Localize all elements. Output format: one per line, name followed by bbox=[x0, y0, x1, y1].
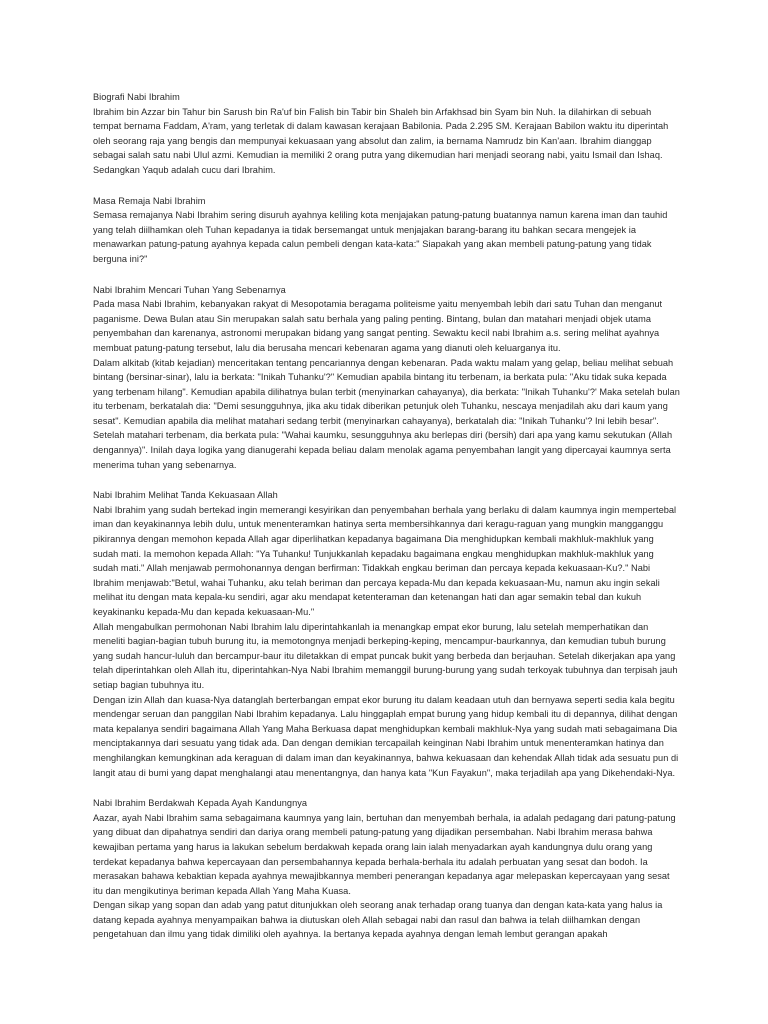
document-page bbox=[93, 90, 681, 958]
section-title: Nabi Ibrahim Melihat Tanda Kekuasaan Allah bbox=[93, 490, 278, 501]
section-title: Nabi Ibrahim Mencari Tuhan Yang Sebenarnya bbox=[93, 284, 286, 295]
paragraph: Dengan izin Allah dan kuasa-Nya datanglah berterbangan empat ekor burung itu dalam keadaan utuh dan bernyawa seperti sedia kala begitu mendengar seruan dan panggilan Nabi Ibrahim kepadanya. Lalu hinggaplah empat burung yang hidup kembali itu di depannya, dilihat dengan mata kepalanya sendiri bagaimana Allah Yang Maha Berkuasa dapat menghidupkan kembali makhluk-Nya yang sudah mati sebagaimana Dia menciptakannya dari sesuatu yang tidak ada. Dan dengan demikian tercapailah keinginan Nabi Ibrahim untuk menenteramkan hatinya dan menghilangkan kemungkinan ada keraguan di dalam iman dan keyakinannya, bahwa kekuasaan dan kehendak Allah tidak ada sesuatu pun di langit atau di bumi yang dapat menghalangi atau menentangnya, dan hanya kata "Kun Fayakun", maka terjadilah apa yang Dikehendaki-Nya. bbox=[93, 694, 679, 778]
section-masa-remaja bbox=[93, 194, 681, 267]
paragraph: Pada masa Nabi Ibrahim, kebanyakan rakyat di Mesopotamia beragama politeisme yaitu menyembah lebih dari satu Tuhan dan menganut paganisme. Dewa Bulan atau Sin merupakan salah satu berhala yang paling penting. Bintang, bulan dan matahari menjadi objek utama penyembahan dan karenanya, astronomi merupakan bidang yang sangat penting. Sewaktu kecil nabi Ibrahim a.s. sering melihat ayahnya membuat patung-patung tersebut, lalu dia berusaha mencari kebenaran agama yang dianuti oleh keluarganya itu. bbox=[93, 299, 663, 353]
section-berdakwah bbox=[93, 796, 681, 942]
section-tanda-kekuasaan bbox=[93, 488, 681, 780]
paragraph: Semasa remajanya Nabi Ibrahim sering disuruh ayahnya keliling kota menjajakan patung-patung buatannya namun karena iman dan tauhid yang telah diilhamkan oleh Tuhan kepadanya ia tidak bersemangat untuk menjajakan barang-barang itu bahkan secara mengejek ia menawarkan patung-patung ayahnya kepada calun pembeli dengan kata-kata:" Siapakah yang akan membeli patung-patung yang tidak berguna ini?" bbox=[93, 210, 668, 264]
paragraph: Nabi Ibrahim yang sudah bertekad ingin memerangi kesyirikan dan penyembahan berhala yang berlaku di dalam kaumnya ingin mempertebal iman dan keyakinannya lebih dulu, untuk menenteramkan hatinya serta membersihkannya dari keragu-raguan yang mungkin mangganggu pikirannya dengan memohon kepada Allah agar diperlihatkan kepadanya bagaimana Dia menghidupkan kembali makhluk-makhluk yang sudah mati. Ia memohon kepada Allah: "Ya Tuhanku! Tunjukkanlah kepadaku bagaimana engkau menghidupkan makhluk-makhluk yang sudah mati." Allah menjawab permohonannya dengan berfirman: Tidakkah engkau beriman dan percaya kepada kekuasaan-Ku?." Nabi Ibrahim menjawab:"Betul, wahai Tuhanku, aku telah beriman dan percaya kepada-Mu dan kepada kekuasaan-Mu, namun aku ingin sekali melihat itu dengan mata kepala-ku sendiri, agar aku mendapat ketenteraman dan ketenangan hati dan agar semakin tebal dan kukuh keyakinanku kepada-Mu dan kepada kekuasaan-Mu." bbox=[93, 504, 677, 617]
section-mencari-tuhan bbox=[93, 283, 681, 473]
section-title: Nabi Ibrahim Berdakwah Kepada Ayah Kandungnya bbox=[93, 798, 308, 809]
paragraph: Dengan sikap yang sopan dan adab yang patut ditunjukkan oleh seorang anak terhadap orang tuanya dan dengan kata-kata yang halus ia datang kepada ayahnya menyampaikan bahwa ia diutuskan oleh Allah sebagai nabi dan rasul dan bahwa ia telah diilhamkan dengan pengetahuan dan ilmu yang tidak dimiliki oleh ayahnya. Ia bertanya kepada ayahnya dengan lemah lembut gerangan apakah bbox=[93, 900, 663, 940]
section-biografi bbox=[93, 90, 681, 178]
paragraph: Allah mengabulkan permohonan Nabi Ibrahim lalu diperintahkanlah ia menangkap empat ekor burung, lalu setelah memperhatikan dan meneliti bagian-bagian tubuh burung itu, ia memotongnya menjadi berkeping-keping, mencampur-baurkannya, dan kemudian tubuh burung yang sudah hancur-luluh dan bercampur-baur itu diletakkan di empat puncak bukit yang berbeda dan berjauhan. Setelah dikerjakan apa yang telah diperintahkan oleh Allah itu, diperintahkan-Nya Nabi Ibrahim memanggil burung-burung yang sudah terkoyak tubuhnya dan terpisah jauh setiap bagian tubuhnya itu. bbox=[93, 621, 678, 690]
paragraph: Aazar, ayah Nabi Ibrahim sama sebagaimana kaumnya yang lain, bertuhan dan menyembah berhala, ia adalah pedagang dari patung-patung yang dibuat dan dipahatnya sendiri dan dariya orang membeli patung-patung yang dijadikan persembahan. Nabi Ibrahim merasa bahwa kewajiban pertama yang harus ia lakukan sebelum berdakwah kepada orang lain ialah menyadarkan ayah kandungnya dulu orang yang terdekat kepadanya bahwa kepercayaan dan persembahannya kepada berhala-berhala itu adalah perbuatan yang sesat dan bodoh. Ia merasakan bahawa kebaktian kepada ayahnya mewajibkannya memberi penerangan kepadanya agar melepaskan kepercayaan yang sesat itu dan mengikutinya beriman kepada Allah Yang Maha Kuasa. bbox=[93, 812, 676, 896]
paragraph: Ibrahim bin Azzar bin Tahur bin Sarush bin Ra'uf bin Falish bin Tabir bin Shaleh bin Arfakhsad bin Syam bin Nuh. Ia dilahirkan di sebuah tempat bernama Faddam, A'ram, yang terletak di dalam kawasan kerajaan Babilonia. Pada 2.295 SM. Kerajaan Babilon waktu itu diperintah oleh seorang raja yang bengis dan mempunyai kekuasaan yang absolut dan zalim, ia bernama Namrudz bin Kan'aan. Ibrahim dianggap sebagai salah satu nabi Ulul azmi. Kemudian ia memiliki 2 orang putra yang dikemudian hari menjadi seorang nabi, yaitu Ismail dan Ishaq. Sedangkan Yaqub adalah cucu dari Ibrahim. bbox=[93, 106, 669, 175]
section-title: Biografi Nabi Ibrahim bbox=[93, 92, 180, 102]
paragraph: Dalam alkitab (kitab kejadian) menceritakan tentang pencariannya dengan kebenaran. Pada waktu malam yang gelap, beliau melihat sebuah bintang (bersinar-sinar), lalu ia berkata: "Inikah Tuhanku'?" Kemudian apabila bintang itu terbenam, ia berkata pula: "Aku tidak suka kepada yang terbenam hilang". Kemudian apabila dilihatnya bulan terbit (menyinarkan cahayanya), dia berkata: "Inikah Tuhanku'?' Maka setelah bulan itu terbenam, berkatalah dia: "Demi sesungguhnya, jika aku tidak diberikan petunjuk oleh Tuhanku, nescaya menjadilah aku dari kaum yang sesat". Kemudian apabila dia melihat matahari sedang terbit (menyinarkan cahayanya), berkatalah dia: "Inikah Tuhanku'? Ini lebih besar". Setelah matahari terbenam, dia berkata pula: "Wahai kaumku, sesungguhnya aku berlepas diri (bersih) dari apa yang kamu sekutukan (Allah dengannya)". Inilah daya logika yang dianugerahi kepada beliau dalam menolak agama penyembahan langit yang dipercayai kaumnya serta menerima tuhan yang sebenarnya. bbox=[93, 357, 680, 470]
section-title: Masa Remaja Nabi Ibrahim bbox=[93, 195, 206, 206]
